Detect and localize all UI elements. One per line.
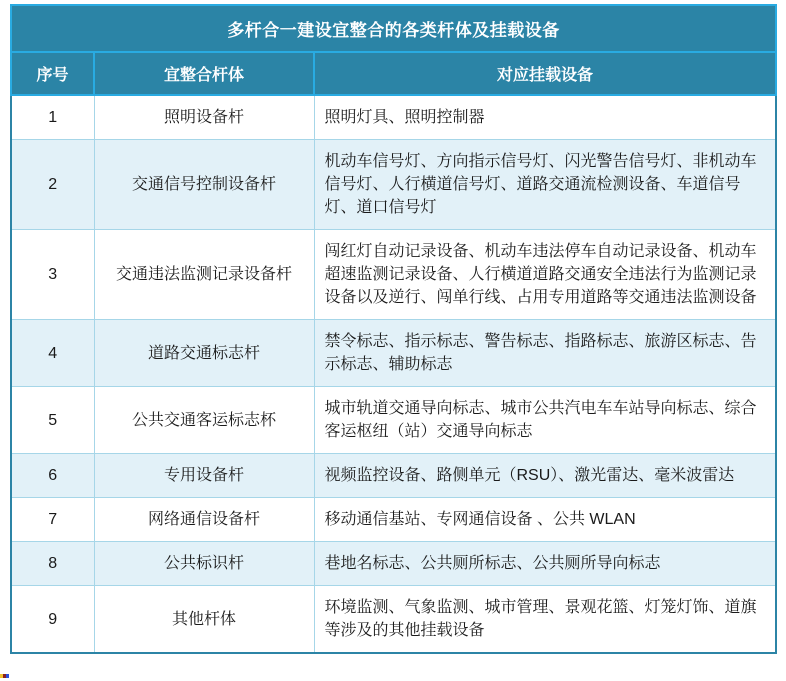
column-header-mounted-devices: 对应挂载设备 (314, 52, 776, 95)
table-row (11, 542, 776, 586)
cell-pole-type: 道路交通标志杆 (94, 320, 314, 387)
table-title: 多杆合一建设宜整合的各类杆体及挂载设备 (11, 5, 776, 52)
cell-pole-type: 公共标识杆 (94, 542, 314, 586)
cell-pole-type: 公共交通客运标志杯 (94, 387, 314, 454)
table-row (11, 498, 776, 542)
cell-pole-type: 交通违法监测记录设备杆 (94, 230, 314, 320)
cell-serial-number: 9 (11, 586, 94, 654)
cell-serial-number: 1 (11, 95, 94, 140)
cell-mounted-devices: 视频监控设备、路侧单元（RSU）、激光雷达、毫米波雷达 (314, 454, 776, 498)
cell-serial-number: 5 (11, 387, 94, 454)
cell-mounted-devices: 禁令标志、指示标志、警告标志、指路标志、旅游区标志、告示标志、辅助标志 (314, 320, 776, 387)
cell-mounted-devices: 巷地名标志、公共厕所标志、公共厕所导向标志 (314, 542, 776, 586)
cell-serial-number: 2 (11, 140, 94, 230)
cell-serial-number: 6 (11, 454, 94, 498)
cell-mounted-devices: 闯红灯自动记录设备、机动车违法停车自动记录设备、机动车超速监测记录设备、人行横道道路交通安全违法行为监测记录设备以及逆行、闯单行线、占用专用道路等交通违法监测设备 (314, 230, 776, 320)
table-row (11, 454, 776, 498)
column-header-serial-number: 序号 (11, 52, 94, 95)
cell-serial-number: 4 (11, 320, 94, 387)
cell-pole-type: 网络通信设备杆 (94, 498, 314, 542)
cell-serial-number: 8 (11, 542, 94, 586)
table-row (11, 586, 776, 654)
cell-mounted-devices: 移动通信基站、专网通信设备 、公共 WLAN (314, 498, 776, 542)
table-row (11, 95, 776, 140)
cell-mounted-devices: 城市轨道交通导向标志、城市公共汽电车车站导向标志、综合客运枢纽（站）交通导向标志 (314, 387, 776, 454)
cell-pole-type: 交通信号控制设备杆 (94, 140, 314, 230)
title-row (11, 5, 776, 52)
cell-pole-type: 照明设备杆 (94, 95, 314, 140)
cell-pole-type: 其他杆体 (94, 586, 314, 654)
cell-serial-number: 3 (11, 230, 94, 320)
cell-mounted-devices: 机动车信号灯、方向指示信号灯、闪光警告信号灯、非机动车信号灯、人行横道信号灯、道路交通流检测设备、车道信号灯、道口信号灯 (314, 140, 776, 230)
cell-pole-type: 专用设备杆 (94, 454, 314, 498)
cell-mounted-devices: 环境监测、气象监测、城市管理、景观花篮、灯笼灯饰、道旗等涉及的其他挂载设备 (314, 586, 776, 654)
table-row (11, 320, 776, 387)
data-table (10, 4, 777, 654)
table-row (11, 140, 776, 230)
column-header-row (11, 52, 776, 95)
table-body (11, 95, 776, 653)
screenshot-artifact (0, 674, 9, 678)
cell-mounted-devices: 照明灯具、照明控制器 (314, 95, 776, 140)
poles-equipment-table (10, 4, 777, 654)
table-row (11, 387, 776, 454)
cell-serial-number: 7 (11, 498, 94, 542)
table-row (11, 230, 776, 320)
column-header-pole-type: 宜整合杆体 (94, 52, 314, 95)
